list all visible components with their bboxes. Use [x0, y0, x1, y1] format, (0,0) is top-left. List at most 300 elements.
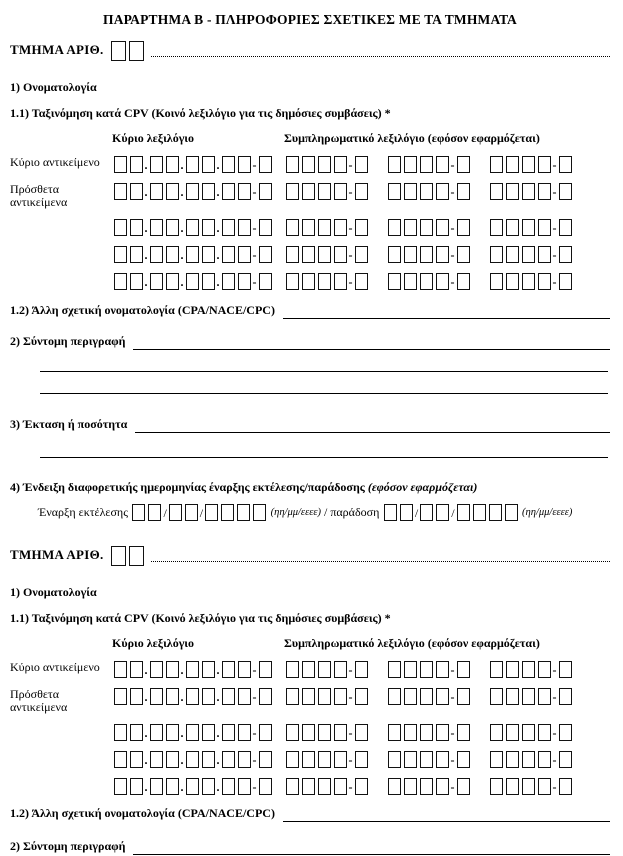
cpv-digit-box[interactable]	[186, 688, 199, 705]
cpv-digit-box[interactable]	[202, 156, 215, 173]
cpv-digit-box[interactable]	[404, 219, 417, 236]
cpv-digit-box[interactable]	[522, 661, 535, 678]
cpv-digit-box[interactable]	[302, 219, 315, 236]
cpv-digit-box[interactable]	[130, 724, 143, 741]
cpv-digit-box[interactable]	[318, 724, 331, 741]
cpv-digit-box[interactable]	[318, 156, 331, 173]
cpv-digit-box[interactable]	[538, 688, 551, 705]
cpv-digit-box[interactable]	[238, 246, 251, 263]
cpv-digit-box[interactable]	[420, 219, 433, 236]
cpv-digit-box[interactable]	[222, 724, 235, 741]
cpv-digit-box[interactable]	[538, 661, 551, 678]
date-digit-box[interactable]	[253, 504, 266, 521]
cpv-digit-box[interactable]	[202, 246, 215, 263]
cpv-digit-box[interactable]	[302, 156, 315, 173]
cpv-digit-box[interactable]	[355, 183, 368, 200]
cpv-digit-box[interactable]	[259, 219, 272, 236]
cpv-digit-box[interactable]	[259, 246, 272, 263]
cpv-digit-box[interactable]	[286, 183, 299, 200]
cpv-digit-box[interactable]	[404, 183, 417, 200]
cpv-digit-box[interactable]	[238, 778, 251, 795]
cpv-digit-box[interactable]	[286, 661, 299, 678]
cpv-digit-box[interactable]	[286, 751, 299, 768]
cpv-digit-box[interactable]	[404, 724, 417, 741]
cpv-supplementary-codes	[284, 245, 610, 263]
cpv-digit-box[interactable]	[334, 246, 347, 263]
cpv-digit-box[interactable]	[522, 183, 535, 200]
cpv-digit-box[interactable]	[318, 688, 331, 705]
cpv-digit-box[interactable]	[404, 778, 417, 795]
cpv-digit-box[interactable]	[114, 156, 127, 173]
cpv-digit-box[interactable]	[404, 156, 417, 173]
cpv-digit-box[interactable]	[538, 156, 551, 173]
cpv-digit-box[interactable]	[130, 156, 143, 173]
cpv-digit-box[interactable]	[238, 183, 251, 200]
cpv-digit-box[interactable]	[420, 246, 433, 263]
cpv-digit-box[interactable]	[457, 778, 470, 795]
cpv-digit-box[interactable]	[302, 778, 315, 795]
cpv-digit-box[interactable]	[150, 751, 163, 768]
dot-separator: .	[144, 663, 148, 677]
cpv-digit-box[interactable]	[166, 661, 179, 678]
cpv-digit-box[interactable]	[355, 688, 368, 705]
cpv-digit-box[interactable]	[490, 778, 503, 795]
cpv-digit-box[interactable]	[355, 724, 368, 741]
cpv-digit-box[interactable]	[259, 778, 272, 795]
cpv-digit-box[interactable]	[130, 778, 143, 795]
cpv-digit-box[interactable]	[436, 246, 449, 263]
cpv-digit-box[interactable]	[130, 273, 143, 290]
cpv-digit-box[interactable]	[318, 751, 331, 768]
cpv-digit-box[interactable]	[388, 724, 401, 741]
cpv-digit-box[interactable]	[420, 661, 433, 678]
supplementary-vocabulary-header: Συμπληρωματικό λεξιλόγιο (εφόσον εφαρμόζεται)	[284, 636, 540, 650]
cpv-digit-box[interactable]	[355, 273, 368, 290]
dash-separator: -	[552, 275, 557, 289]
cpv-digit-box[interactable]	[506, 183, 519, 200]
cpv-digit-box[interactable]	[166, 183, 179, 200]
cpv-digit-box[interactable]	[490, 183, 503, 200]
cpv-digit-box[interactable]	[259, 661, 272, 678]
dash-separator: -	[552, 248, 557, 262]
cpv-digit-box[interactable]	[222, 219, 235, 236]
cpv-digit-box[interactable]	[420, 751, 433, 768]
row-label-spacer	[10, 272, 112, 273]
cpv-digit-box[interactable]	[114, 778, 127, 795]
cpv-digit-box[interactable]	[286, 688, 299, 705]
dash-separator: -	[348, 221, 353, 235]
cpv-digit-box[interactable]	[150, 246, 163, 263]
cpv-digit-box[interactable]	[522, 219, 535, 236]
short-description-row	[10, 334, 610, 350]
cpv-digit-box[interactable]	[388, 778, 401, 795]
cpv-digit-box[interactable]	[130, 751, 143, 768]
cpv-digit-box[interactable]	[238, 724, 251, 741]
cpv-digit-box[interactable]	[202, 273, 215, 290]
cpv-digit-box[interactable]	[150, 778, 163, 795]
cpv-digit-box[interactable]	[150, 156, 163, 173]
cpv-digit-box[interactable]	[538, 219, 551, 236]
cpv-digit-box[interactable]	[457, 183, 470, 200]
cpv-digit-box[interactable]	[150, 273, 163, 290]
cpv-digit-box[interactable]	[238, 688, 251, 705]
cpv-digit-box[interactable]	[222, 778, 235, 795]
cpv-digit-box[interactable]	[522, 688, 535, 705]
cpv-digit-box[interactable]	[150, 688, 163, 705]
cpv-digit-box[interactable]	[436, 688, 449, 705]
dot-separator: .	[144, 275, 148, 289]
cpv-digit-box[interactable]	[506, 273, 519, 290]
lot-number-digit-box[interactable]	[111, 41, 126, 61]
cpv-digit-box[interactable]	[506, 724, 519, 741]
extent-quantity-input-line[interactable]	[135, 420, 610, 433]
dash-separator: -	[252, 726, 257, 740]
extent-quantity-continuation-line[interactable]	[40, 433, 608, 458]
cpv-digit-box[interactable]	[286, 219, 299, 236]
date-digit-box[interactable]	[169, 504, 182, 521]
cpv-digit-box[interactable]	[166, 273, 179, 290]
short-description-continuation-line[interactable]	[40, 372, 608, 394]
cpv-digit-box[interactable]	[318, 219, 331, 236]
cpv-digit-box[interactable]	[559, 688, 572, 705]
cpv-digit-box[interactable]	[334, 156, 347, 173]
cpv-digit-box[interactable]	[286, 724, 299, 741]
lot-number-digit-box[interactable]	[129, 546, 144, 566]
cpv-digit-box[interactable]	[522, 156, 535, 173]
cpv-digit-box[interactable]	[259, 183, 272, 200]
cpv-digit-box[interactable]	[559, 183, 572, 200]
cpv-digit-box[interactable]	[457, 688, 470, 705]
cpv-digit-box[interactable]	[457, 661, 470, 678]
cpv-digit-box[interactable]	[404, 246, 417, 263]
cpv-digit-box[interactable]	[202, 724, 215, 741]
cpv-supplementary-code-boxes	[488, 245, 573, 263]
cpv-digit-box[interactable]	[114, 273, 127, 290]
cpv-digit-box[interactable]	[436, 273, 449, 290]
nomenclature-heading: 1) Ονοματολογία	[10, 80, 97, 94]
cpv-digit-box[interactable]	[559, 778, 572, 795]
cpv-digit-box[interactable]	[457, 246, 470, 263]
cpv-supplementary-codes	[284, 182, 610, 200]
cpv-digit-box[interactable]	[302, 724, 315, 741]
date-digit-box[interactable]	[420, 504, 433, 521]
cpv-digit-box[interactable]	[150, 724, 163, 741]
cpv-digit-box[interactable]	[490, 751, 503, 768]
cpv-digit-box[interactable]	[457, 273, 470, 290]
lot-title-input-line[interactable]	[151, 546, 610, 562]
cpv-digit-box[interactable]	[302, 751, 315, 768]
cpv-digit-box[interactable]	[238, 156, 251, 173]
cpv-digit-box[interactable]	[436, 156, 449, 173]
cpv-digit-box[interactable]	[355, 778, 368, 795]
cpv-digit-box[interactable]	[302, 688, 315, 705]
lot-title-input-line[interactable]	[151, 41, 610, 57]
cpv-digit-box[interactable]	[318, 778, 331, 795]
cpv-digit-box[interactable]	[259, 724, 272, 741]
cpv-digit-box[interactable]	[522, 751, 535, 768]
cpv-digit-box[interactable]	[388, 273, 401, 290]
cpv-digit-box[interactable]	[538, 724, 551, 741]
cpv-digit-box[interactable]	[318, 661, 331, 678]
cpv-digit-box[interactable]	[150, 219, 163, 236]
cpv-digit-box[interactable]	[457, 751, 470, 768]
cpv-digit-box[interactable]	[334, 273, 347, 290]
cpv-digit-box[interactable]	[404, 661, 417, 678]
lot-number-label: ΤΜΗΜΑ ΑΡΙΘ.	[10, 42, 104, 57]
cpv-digit-box[interactable]	[388, 156, 401, 173]
cpv-digit-box[interactable]	[202, 688, 215, 705]
dash-separator: -	[252, 753, 257, 767]
cpv-digit-box[interactable]	[222, 183, 235, 200]
cpv-digit-box[interactable]	[222, 246, 235, 263]
cpv-digit-box[interactable]	[436, 183, 449, 200]
cpv-digit-box[interactable]	[286, 246, 299, 263]
cpv-digit-box[interactable]	[506, 778, 519, 795]
cpv-digit-box[interactable]	[420, 183, 433, 200]
cpv-digit-box[interactable]	[238, 273, 251, 290]
lot-number-digit-box[interactable]	[129, 41, 144, 61]
cpv-digit-box[interactable]	[302, 661, 315, 678]
cpv-digit-box[interactable]	[238, 661, 251, 678]
cpv-digit-box[interactable]	[388, 751, 401, 768]
cpv-digit-box[interactable]	[420, 724, 433, 741]
cpv-digit-box[interactable]	[388, 183, 401, 200]
cpv-digit-box[interactable]	[506, 688, 519, 705]
cpv-digit-box[interactable]	[522, 246, 535, 263]
cpv-digit-box[interactable]	[388, 246, 401, 263]
dash-separator: -	[348, 663, 353, 677]
cpv-digit-box[interactable]	[490, 156, 503, 173]
cpv-digit-box[interactable]	[166, 246, 179, 263]
cpv-digit-box[interactable]	[318, 273, 331, 290]
cpv-digit-box[interactable]	[334, 724, 347, 741]
cpv-digit-box[interactable]	[334, 183, 347, 200]
cpv-digit-box[interactable]	[238, 219, 251, 236]
cpv-digit-box[interactable]	[559, 661, 572, 678]
date-digit-box[interactable]	[473, 504, 486, 521]
short-description-input-line[interactable]	[133, 337, 610, 350]
cpv-digit-box[interactable]	[420, 156, 433, 173]
dot-separator: .	[180, 275, 184, 289]
cpv-digit-box[interactable]	[420, 778, 433, 795]
cpv-digit-box[interactable]	[114, 724, 127, 741]
cpv-digit-box[interactable]	[150, 183, 163, 200]
cpv-digit-box[interactable]	[538, 246, 551, 263]
date-digit-box[interactable]	[132, 504, 145, 521]
cpv-digit-box[interactable]	[522, 724, 535, 741]
cpv-digit-box[interactable]	[506, 219, 519, 236]
date-digit-box[interactable]	[436, 504, 449, 521]
cpv-digit-box[interactable]	[334, 661, 347, 678]
cpv-digit-box[interactable]	[538, 183, 551, 200]
cpv-digit-box[interactable]	[166, 688, 179, 705]
date-digit-box[interactable]	[400, 504, 413, 521]
lot-number-digit-box[interactable]	[111, 546, 126, 566]
cpv-digit-box[interactable]	[334, 751, 347, 768]
cpv-digit-box[interactable]	[186, 661, 199, 678]
cpv-digit-box[interactable]	[506, 156, 519, 173]
cpv-digit-box[interactable]	[186, 156, 199, 173]
cpv-digit-box[interactable]	[404, 273, 417, 290]
cpv-digit-box[interactable]	[186, 778, 199, 795]
cpv-digit-box[interactable]	[334, 778, 347, 795]
cpv-digit-box[interactable]	[404, 688, 417, 705]
cpv-digit-box[interactable]	[559, 724, 572, 741]
cpv-digit-box[interactable]	[318, 246, 331, 263]
cpv-digit-box[interactable]	[238, 751, 251, 768]
cpv-digit-box[interactable]	[355, 751, 368, 768]
date-digit-box[interactable]	[505, 504, 518, 521]
cpv-digit-box[interactable]	[114, 661, 127, 678]
cpv-digit-box[interactable]	[506, 661, 519, 678]
cpv-digit-box[interactable]	[522, 273, 535, 290]
row-label-spacer	[10, 245, 112, 246]
cpv-digit-box[interactable]	[166, 751, 179, 768]
cpv-digit-box[interactable]	[302, 246, 315, 263]
cpv-digit-box[interactable]	[334, 219, 347, 236]
cpv-main-code-boxes	[112, 218, 284, 236]
cpv-digit-box[interactable]	[114, 751, 127, 768]
cpv-digit-box[interactable]	[559, 246, 572, 263]
cpv-digit-box[interactable]	[538, 751, 551, 768]
cpv-digit-box[interactable]	[420, 273, 433, 290]
cpv-digit-box[interactable]	[506, 246, 519, 263]
cpv-digit-box[interactable]	[457, 156, 470, 173]
cpv-digit-box[interactable]	[559, 273, 572, 290]
cpv-digit-box[interactable]	[166, 156, 179, 173]
cpv-digit-box[interactable]	[186, 273, 199, 290]
date-digit-box[interactable]	[221, 504, 234, 521]
cpv-digit-box[interactable]	[538, 778, 551, 795]
cpv-digit-box[interactable]	[302, 183, 315, 200]
other-nomenclature-input-line[interactable]	[283, 809, 610, 822]
cpv-digit-box[interactable]	[302, 273, 315, 290]
date-digit-box[interactable]	[185, 504, 198, 521]
cpv-digit-box[interactable]	[130, 688, 143, 705]
cpv-digit-box[interactable]	[186, 246, 199, 263]
cpv-digit-box[interactable]	[490, 661, 503, 678]
cpv-digit-box[interactable]	[130, 661, 143, 678]
date-digit-box[interactable]	[148, 504, 161, 521]
cpv-digit-box[interactable]	[259, 688, 272, 705]
dot-separator: .	[216, 690, 220, 704]
date-digit-box[interactable]	[489, 504, 502, 521]
cpv-digit-box[interactable]	[186, 724, 199, 741]
cpv-digit-box[interactable]	[222, 661, 235, 678]
cpv-digit-box[interactable]	[457, 219, 470, 236]
cpv-digit-box[interactable]	[318, 183, 331, 200]
cpv-digit-box[interactable]	[222, 273, 235, 290]
cpv-supplementary-codes	[284, 687, 610, 705]
cpv-digit-box[interactable]	[355, 661, 368, 678]
cpv-digit-box[interactable]	[202, 778, 215, 795]
cpv-code-row	[10, 155, 610, 173]
cpv-digit-box[interactable]	[355, 156, 368, 173]
date-digit-box[interactable]	[237, 504, 250, 521]
dot-separator: .	[216, 753, 220, 767]
dot-separator: .	[180, 158, 184, 172]
cpv-digit-box[interactable]	[404, 751, 417, 768]
cpv-digit-box[interactable]	[186, 183, 199, 200]
cpv-digit-box[interactable]	[559, 751, 572, 768]
cpv-digit-box[interactable]	[202, 183, 215, 200]
cpv-digit-box[interactable]	[286, 156, 299, 173]
cpv-code-row	[10, 272, 610, 290]
cpv-digit-box[interactable]	[388, 219, 401, 236]
cpv-digit-box[interactable]	[114, 219, 127, 236]
cpv-digit-box[interactable]	[202, 661, 215, 678]
cpv-digit-box[interactable]	[202, 751, 215, 768]
cpv-digit-box[interactable]	[114, 246, 127, 263]
cpv-digit-box[interactable]	[388, 688, 401, 705]
cpv-digit-box[interactable]	[286, 273, 299, 290]
cpv-digit-box[interactable]	[222, 156, 235, 173]
cpv-digit-box[interactable]	[130, 183, 143, 200]
short-description-continuation-line[interactable]	[40, 350, 608, 372]
cpv-digit-box[interactable]	[522, 778, 535, 795]
cpv-digit-box[interactable]	[490, 246, 503, 263]
cpv-supplementary-codes	[284, 723, 610, 741]
cpv-digit-box[interactable]	[259, 751, 272, 768]
cpv-digit-box[interactable]	[166, 219, 179, 236]
cpv-digit-box[interactable]	[114, 688, 127, 705]
cpv-digit-box[interactable]	[559, 156, 572, 173]
cpv-digit-box[interactable]	[490, 273, 503, 290]
dash-separator: -	[450, 221, 455, 235]
cpv-digit-box[interactable]	[436, 778, 449, 795]
cpv-digit-box[interactable]	[490, 219, 503, 236]
cpv-digit-box[interactable]	[334, 688, 347, 705]
cpv-digit-box[interactable]	[559, 219, 572, 236]
cpv-digit-box[interactable]	[286, 778, 299, 795]
cpv-digit-box[interactable]	[166, 724, 179, 741]
cpv-digit-box[interactable]	[150, 661, 163, 678]
cpv-digit-box[interactable]	[538, 273, 551, 290]
date-digit-box[interactable]	[384, 504, 397, 521]
cpv-digit-box[interactable]	[166, 778, 179, 795]
cpv-digit-box[interactable]	[259, 156, 272, 173]
cpv-digit-box[interactable]	[388, 661, 401, 678]
cpv-digit-box[interactable]	[222, 688, 235, 705]
cpv-classification-heading: 1.1) Ταξινόμηση κατά CPV (Κοινό λεξιλόγιο για τις δημόσιες συμβάσεις) *	[10, 106, 391, 120]
cpv-digit-box[interactable]	[490, 724, 503, 741]
date-digit-box[interactable]	[205, 504, 218, 521]
dash-separator: -	[450, 726, 455, 740]
cpv-digit-box[interactable]	[114, 183, 127, 200]
date-digit-box[interactable]	[457, 504, 470, 521]
cpv-code-row	[10, 777, 610, 795]
cpv-digit-box[interactable]	[186, 219, 199, 236]
cpv-digit-box[interactable]	[259, 273, 272, 290]
cpv-digit-box[interactable]	[436, 661, 449, 678]
cpv-digit-box[interactable]	[355, 246, 368, 263]
cpv-digit-box[interactable]	[490, 688, 503, 705]
cpv-digit-box[interactable]	[457, 724, 470, 741]
cpv-digit-box[interactable]	[506, 751, 519, 768]
cpv-digit-box[interactable]	[436, 724, 449, 741]
cpv-digit-box[interactable]	[202, 219, 215, 236]
cpv-digit-box[interactable]	[130, 219, 143, 236]
short-description-input-line[interactable]	[133, 842, 610, 855]
cpv-digit-box[interactable]	[130, 246, 143, 263]
cpv-digit-box[interactable]	[436, 751, 449, 768]
cpv-digit-box[interactable]	[186, 751, 199, 768]
other-nomenclature-input-line[interactable]	[283, 306, 610, 319]
cpv-digit-box[interactable]	[222, 751, 235, 768]
cpv-digit-box[interactable]	[436, 219, 449, 236]
cpv-digit-box[interactable]	[355, 219, 368, 236]
cpv-digit-box[interactable]	[420, 688, 433, 705]
